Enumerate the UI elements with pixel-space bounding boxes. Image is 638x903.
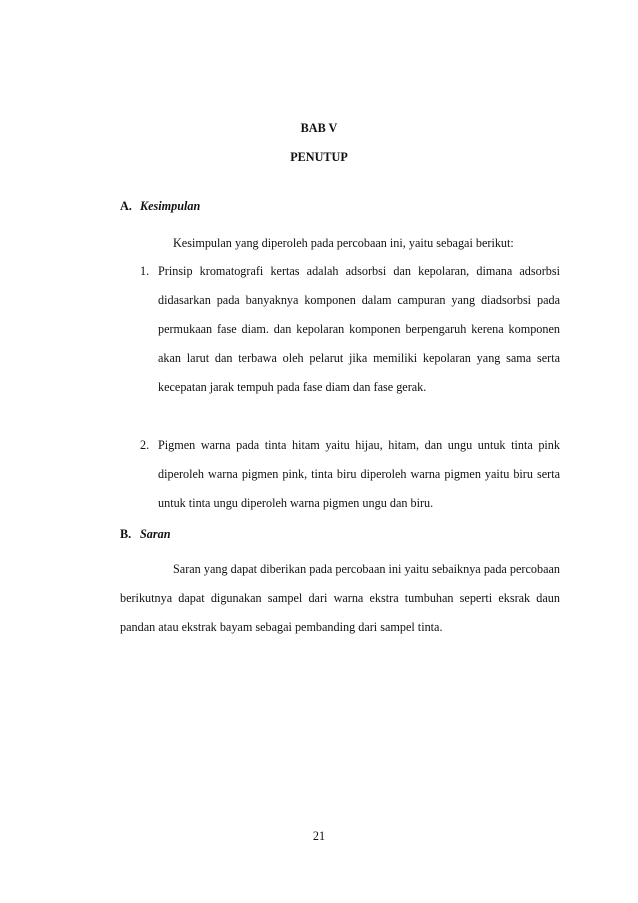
section-b-text: Saran yang dapat diberikan pada percobaan ini yaitu sebaiknya pada percobaan berikutnya dapat digunakan sampel dari warna ekstra tumbuhan seperti eksrak daun pandan atau ekstrak bayam sebagai pembanding dari sampel tinta. [120, 562, 560, 634]
chapter-label: BAB V [300, 121, 338, 135]
section-a-heading [120, 199, 200, 214]
list-item-number: 1. [140, 264, 150, 278]
section-a-title: Kesimpulan [140, 199, 201, 213]
chapter-title: PENUTUP [290, 150, 348, 164]
list-item-text: Pigmen warna pada tinta hitam yaitu hijau, hitam, dan ungu untuk tinta pink diperoleh warna pigmen pink, tinta biru diperoleh warna pigmen yaitu biru serta untuk tinta ungu diperoleh warna pigmen ungu dan biru. [158, 438, 560, 510]
list-item-text: Prinsip kromatografi kertas adalah adsorbsi dan kepolaran, dimana adsorbsi didasarkan pada banyaknya komponen dalam campuran yang diadsorbsi pada permukaan fase diam. dan kepolaran komponen berpengaruh kerena komponen akan larut dan terbawa oleh pelarut jika memiliki kepolaran yang sama serta kecepatan jarak tempuh pada fase diam dan fase gerak. [158, 264, 560, 394]
list-item [140, 257, 560, 402]
page-number: 21 [312, 829, 326, 843]
section-b-title: Saran [140, 527, 171, 541]
section-a-intro: Kesimpulan yang diperoleh pada percobaan ini, yaitu sebagai berikut: [173, 236, 514, 250]
conclusion-list-1 [140, 257, 560, 402]
list-item [140, 431, 560, 518]
section-a-letter: A. [120, 199, 132, 213]
section-b-letter: B. [120, 527, 132, 541]
conclusion-list-2 [140, 431, 560, 518]
section-b-heading [120, 527, 171, 542]
list-item-number: 2. [140, 438, 150, 452]
